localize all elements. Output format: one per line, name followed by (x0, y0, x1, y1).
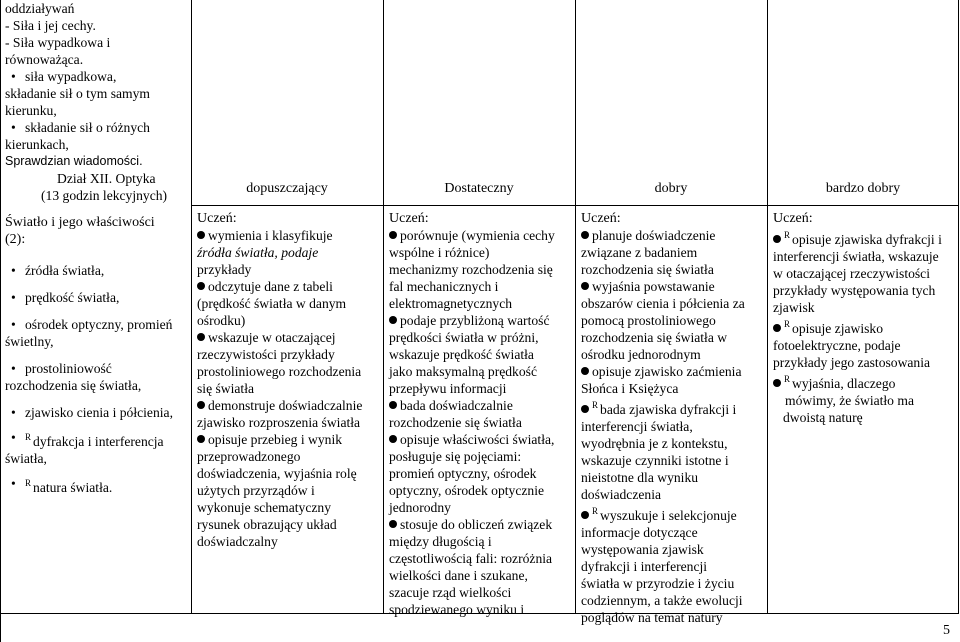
text-line: promień optyczny, ośrodek (389, 466, 537, 481)
text-line: - Siła wypadkowa i (5, 35, 111, 50)
student-label: Uczeń: (581, 211, 621, 226)
text-line: przepływu informacji (389, 381, 507, 396)
text-line: częstotliwością fali: rozróżnia (389, 551, 553, 566)
text-segment: planuje doświadczenie (592, 228, 716, 243)
text-line: elektromagnetycznych (389, 296, 513, 311)
bullet-dot (773, 235, 781, 243)
text-line: spodziewanego wyniku i (389, 602, 525, 617)
text-line: dyfrakcji i interferencji (581, 559, 708, 574)
text-line: przykłady jego zastosowania (773, 355, 931, 370)
bullet-dot (197, 435, 205, 443)
text-line: fotoelektryczne, podaje (773, 338, 901, 353)
list-item (5, 262, 183, 279)
text-line: rysunek obrazujący układ (197, 517, 337, 532)
text-line: obszarów cienia i półcienia za (581, 296, 745, 311)
requirements-dostateczny (389, 210, 569, 618)
text-line: wyodrębnia je z kontekstu, (581, 436, 728, 451)
text-line: szacuje rząd wielkości (389, 585, 512, 600)
text-line: rozchodzenia się światła, (5, 378, 142, 393)
text-line: jednorodny (389, 500, 451, 515)
text-line: równoważąca. (5, 52, 84, 67)
extended-level-marker: R (784, 319, 791, 329)
text-line: zjawisko rozproszenia światła (197, 415, 361, 430)
bullet-dot (389, 401, 397, 409)
text-line: codziennym, a także ewolucji (581, 593, 743, 608)
text-segment: opisuje przebieg i wynik (208, 432, 343, 447)
text-line: doświadczenia (581, 487, 662, 502)
text-segment: bada zjawiska dyfrakcji i (600, 402, 737, 417)
text-line: poglądów na temat natury (581, 610, 723, 625)
table-border-left (0, 0, 1, 642)
text-line (773, 227, 955, 248)
extended-level-marker: R (592, 400, 599, 410)
bullet-dot (197, 282, 205, 290)
text-line: Słońca i Księżyca (581, 381, 679, 396)
text-line: użytych przyrządów i (197, 483, 315, 498)
text-line (25, 475, 183, 496)
text-line: oddziaływań (5, 1, 75, 16)
text-line: rzeczywistości przykłady (197, 347, 335, 362)
text-line (197, 227, 377, 244)
text-line: • zjawisko cienia i półcienia, (25, 405, 173, 420)
bullet-dot (581, 511, 589, 519)
text-line: interferencji światła, wskazuje (773, 249, 939, 264)
text-line: doświadczalny (197, 534, 278, 549)
left-column (5, 0, 183, 204)
bullet-dot (197, 333, 205, 341)
text-line (581, 397, 761, 418)
text-line: rozchodzenie się światła (389, 415, 522, 430)
text-line: • źródła światła, (25, 263, 105, 278)
bullet-dot (389, 435, 397, 443)
table-border-right (958, 0, 959, 614)
section-hours: (13 godzin lekcyjnych) (41, 188, 168, 203)
column-divider-3 (575, 0, 576, 614)
header-dopuszczajacy: dopuszczający (246, 181, 328, 196)
text-line: wskazuje prędkość światła (389, 347, 534, 362)
text-line (581, 363, 761, 380)
exam-label: Sprawdzian wiadomości. (5, 154, 143, 168)
text-line (581, 227, 761, 244)
text-segment: podaje przybliżoną wartość (400, 313, 550, 328)
text-line: występowania zjawisk (581, 542, 704, 557)
text-segment: natura światła. (33, 480, 113, 495)
text-line: posługuje się pojęciami: (389, 449, 522, 464)
text-line: • siła wypadkowa, (25, 69, 117, 84)
text-line: wielkości dane i szukane, (389, 568, 528, 583)
bullet-dot (389, 316, 397, 324)
list-item (5, 475, 183, 496)
text-line: nieistotne dla wyniku (581, 470, 699, 485)
text-line: przeprowadzonego (197, 449, 301, 464)
text-line: dwoistą naturę (783, 410, 863, 425)
text-line (773, 316, 955, 337)
text-segment: stosuje do obliczeń związek (400, 517, 553, 532)
bullet-dot (581, 282, 589, 290)
topic-block (5, 214, 183, 496)
text-line: rozchodzenia się światła w (581, 330, 728, 345)
text-line (197, 431, 377, 448)
bullet-dot (389, 520, 397, 528)
text-line: źródła światła, podaje (197, 245, 319, 260)
text-line: między długością i (389, 534, 492, 549)
text-line: wykonuje schematyczny (197, 500, 332, 515)
text-line: przykłady (197, 262, 252, 277)
column-divider-2 (383, 0, 384, 614)
text-line (389, 227, 569, 244)
text-line: w otaczającej rzeczywistości (773, 266, 930, 281)
bullet-dot (773, 324, 781, 332)
student-label: Uczeń: (773, 211, 813, 226)
text-segment: wyjaśnia powstawanie (592, 279, 715, 294)
list-item (5, 316, 183, 350)
text-line: prostoliniowego rozchodzenia (197, 364, 362, 379)
topic-hours: (2): (5, 232, 26, 247)
list-item (5, 289, 183, 306)
text-line: interferencji światła, (581, 419, 693, 434)
text-line: światła w przyrodzie i życiu (581, 576, 735, 591)
text-line: rozchodzenia się światła (581, 262, 714, 277)
text-line: zjawisk (773, 300, 815, 315)
extended-level-marker: R (25, 432, 32, 442)
text-segment: opisuje zjawisko (792, 321, 884, 336)
text-segment: demonstruje doświadczalnie (208, 398, 363, 413)
text-line: ośrodku) (197, 313, 246, 328)
text-line: kierunkach, (5, 137, 69, 152)
student-label: Uczeń: (197, 211, 237, 226)
text-line: związane z badaniem (581, 245, 698, 260)
text-segment: opisuje właściwości światła, (400, 432, 555, 447)
requirements-bardzo-dobry (773, 210, 955, 426)
text-segment: opisuje zjawisko zaćmienia (592, 364, 742, 379)
text-line (389, 431, 569, 448)
header-dobry: dobry (654, 181, 688, 196)
text-line: światła, (5, 451, 47, 466)
text-line (773, 371, 955, 392)
text-segment: dyfrakcja i interferencja (33, 434, 164, 449)
text-segment: wskazuje w otaczającej (208, 330, 336, 345)
student-label: Uczeń: (389, 211, 429, 226)
bullet-dot (581, 405, 589, 413)
section-title: Dział XII. Optyka (57, 171, 156, 186)
text-line (197, 278, 377, 295)
extended-level-marker: R (784, 374, 791, 384)
text-segment: wyszukuje i selekcjonuje (600, 508, 737, 523)
list-item (5, 429, 183, 467)
text-line (197, 329, 377, 346)
bullet-dot (197, 401, 205, 409)
text-line: wskazuje czynniki istotne i (581, 453, 729, 468)
text-line: • prostoliniowość (25, 361, 112, 376)
requirements-dobry (581, 210, 761, 626)
text-line: doświadczenia, wyjaśnia rolę (197, 466, 357, 481)
text-line: fal mechanicznych i (389, 279, 499, 294)
text-line: mówimy, że światło ma (785, 393, 914, 408)
text-line: składanie sił o tym samym (5, 86, 150, 101)
text-line: ośrodku jednorodnym (581, 347, 701, 362)
text-line: mechanizmy rozchodzenia się (389, 262, 553, 277)
text-segment: porównuje (wymienia cechy (400, 228, 555, 243)
text-segment: opisuje zjawiska dyfrakcji i (792, 232, 942, 247)
text-line (581, 503, 761, 524)
text-line: informacje dotyczące (581, 525, 698, 540)
requirements-dopuszczajacy (197, 210, 377, 550)
bullet-dot (581, 367, 589, 375)
bullet-dot (773, 379, 781, 387)
extended-level-marker: R (592, 506, 599, 516)
text-line (389, 397, 569, 414)
text-line: kierunku, (5, 103, 57, 118)
text-line: • ośrodek optyczny, promień (25, 317, 173, 332)
text-line: świetlny, (5, 334, 54, 349)
column-divider-4 (767, 0, 768, 614)
list-item (5, 360, 183, 394)
text-segment: wymienia i klasyfikuje (208, 228, 333, 243)
text-line: optyczny, ośrodek optycznie (389, 483, 545, 498)
text-line: pomocą prostoliniowego (581, 313, 716, 328)
list-item (5, 68, 183, 119)
bullet-dot (581, 231, 589, 239)
column-divider-1 (191, 0, 192, 614)
text-line: • prędkość światła, (25, 290, 120, 305)
text-segment: wyjaśnia, dlaczego (792, 376, 896, 391)
header-bardzo-dobry: bardzo dobry (825, 181, 901, 196)
header-dostateczny: Dostateczny (444, 181, 514, 196)
text-line (581, 278, 761, 295)
extended-level-marker: R (784, 230, 791, 240)
list-item (5, 119, 183, 153)
extended-level-marker: R (25, 478, 32, 488)
header-divider (191, 205, 959, 206)
topic-title: Światło i jego właściwości (5, 215, 155, 230)
text-line (389, 312, 569, 329)
text-line: jako maksymalną prędkość (389, 364, 537, 379)
text-line: przykłady występowania tych (773, 283, 936, 298)
text-line (389, 516, 569, 533)
text-segment: bada doświadczalnie (400, 398, 513, 413)
text-line: wspólne i różnice) (389, 245, 490, 260)
list-item (5, 404, 183, 421)
text-line: się światła (197, 381, 255, 396)
text-line (197, 397, 377, 414)
bullet-dot (389, 231, 397, 239)
text-line: (prędkość światła w danym (197, 296, 347, 311)
bullet-dot (197, 231, 205, 239)
text-line: - Siła i jej cechy. (5, 18, 96, 33)
page-number: 5 (943, 623, 950, 638)
text-line: • składanie sił o różnych (25, 120, 150, 135)
text-line: prędkości światła w próżni, (389, 330, 539, 345)
text-line (25, 429, 183, 450)
text-segment: odczytuje dane z tabeli (208, 279, 333, 294)
